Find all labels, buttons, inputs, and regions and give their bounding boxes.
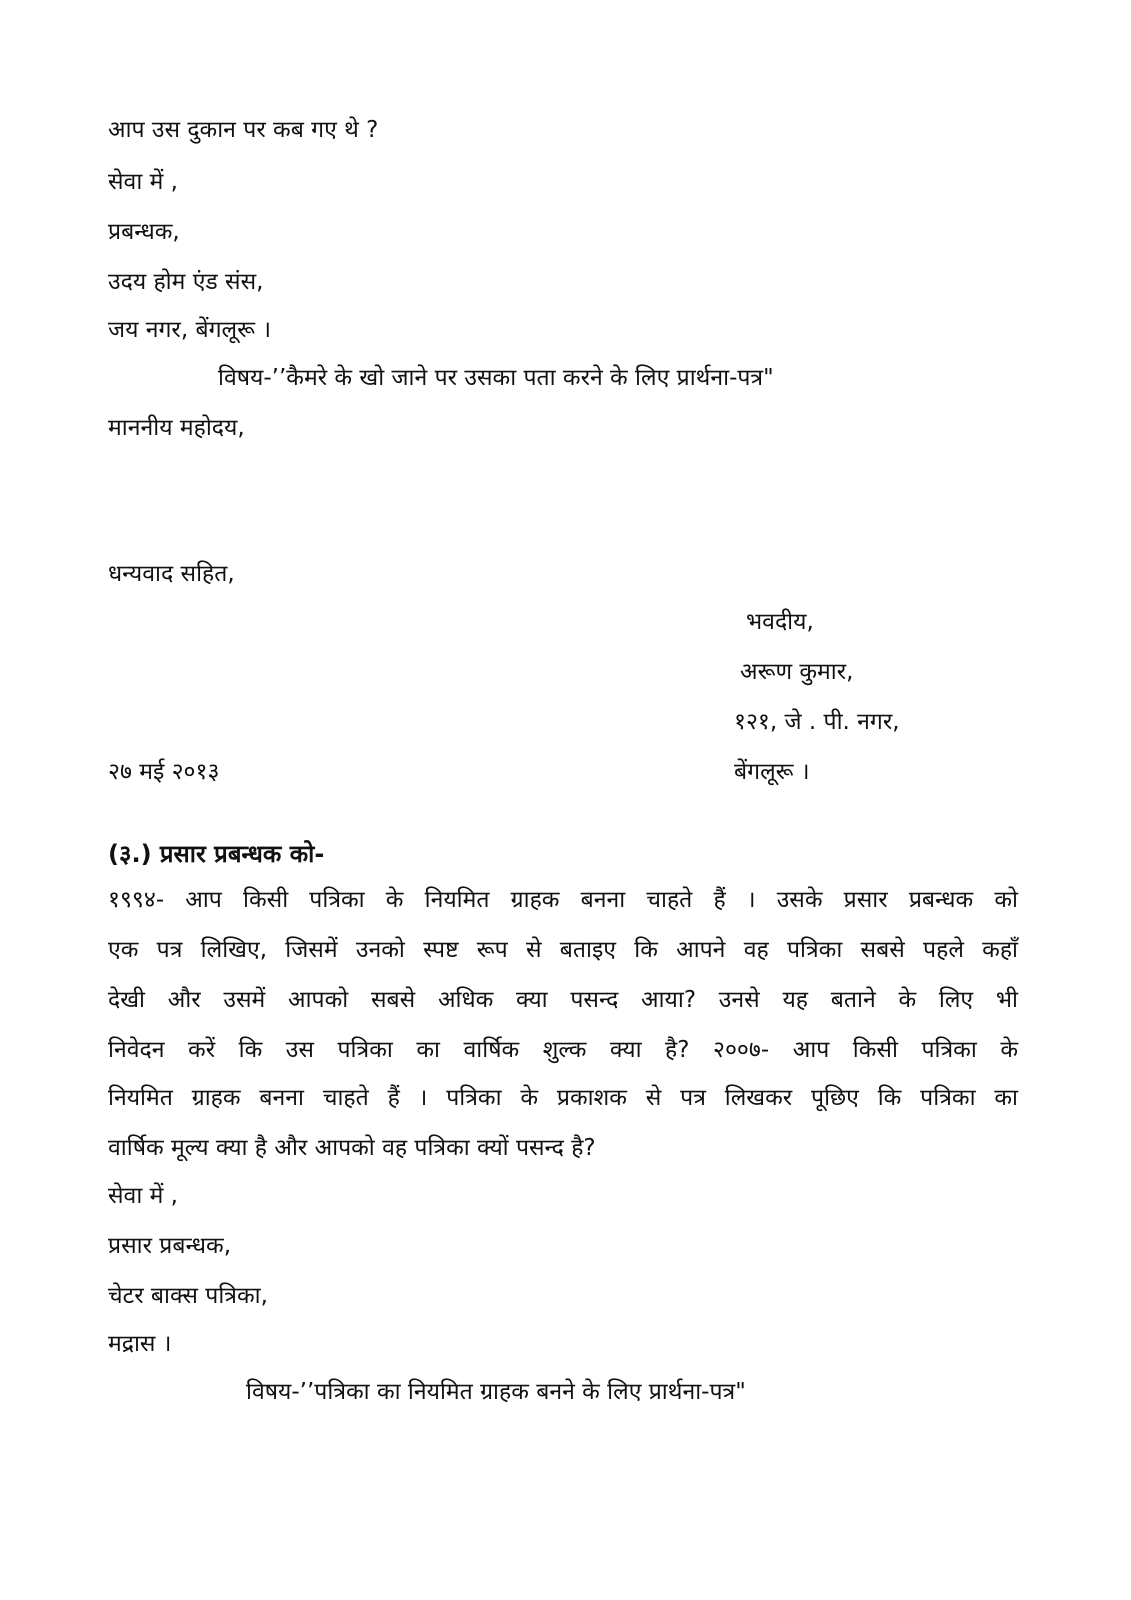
paragraph-line: निवेदन करें कि उस पत्रिका का वार्षिक शुल्क क्या है? २००७- आप किसी पत्रिका के — [108, 1037, 1018, 1063]
sender-city: बेंगलूरू । — [734, 759, 810, 785]
recipient-org: उदय होम एंड संस, — [108, 269, 264, 295]
recipient-title-2: प्रसार प्रबन्धक, — [108, 1233, 232, 1259]
salutation-to: सेवा में , — [108, 169, 178, 195]
section-heading: (३.) प्रसार प्रबन्धक को- — [108, 840, 325, 868]
salutation-to-2: सेवा में , — [108, 1183, 178, 1209]
recipient-place: जय नगर, बेंगलूरू । — [108, 317, 272, 343]
recipient-place-2: मद्रास । — [108, 1331, 172, 1357]
letter-subject: विषय-’’कैमरे के खो जाने पर उसका पता करने के लिए प्रार्थना-पत्र" — [218, 365, 774, 391]
paragraph-line: एक पत्र लिखिए, जिसमें उनको स्पष्ट रूप से बताइए कि आपने वह पत्रिका सबसे पहले कहाँ — [108, 937, 1018, 963]
recipient-title: प्रबन्धक, — [108, 219, 180, 245]
letter-date: २७ मई २०१३ — [108, 759, 220, 785]
greeting: माननीय महोदय, — [108, 415, 245, 441]
sender-address: १२१, जे . पी. नगर, — [734, 709, 900, 735]
paragraph-line: नियमित ग्राहक बनना चाहते हैं । पत्रिका के प्रकाशक से पत्र लिखकर पूछिए कि पत्रिका का — [108, 1085, 1018, 1111]
signoff: भवदीय, — [746, 609, 814, 635]
recipient-org-2: चेटर बाक्स पत्रिका, — [108, 1283, 268, 1309]
sender-name: अरूण कुमार, — [740, 659, 854, 685]
paragraph-line: वार्षिक मूल्य क्या है और आपको वह पत्रिका क्यों पसन्द है? — [108, 1135, 596, 1161]
closing: धन्यवाद सहित, — [108, 561, 235, 587]
paragraph-line: देखी और उसमें आपको सबसे अधिक क्या पसन्द आया? उनसे यह बताने के लिए भी — [108, 987, 1018, 1013]
paragraph-line: १९९४- आप किसी पत्रिका के नियमित ग्राहक बनना चाहते हैं । उसके प्रसार प्रबन्धक को — [108, 887, 1018, 913]
letter-subject-2: विषय-’’पत्रिका का नियमित ग्राहक बनने के लिए प्रार्थना-पत्र" — [246, 1379, 746, 1405]
question-line: आप उस दुकान पर कब गए थे ? — [108, 117, 379, 143]
